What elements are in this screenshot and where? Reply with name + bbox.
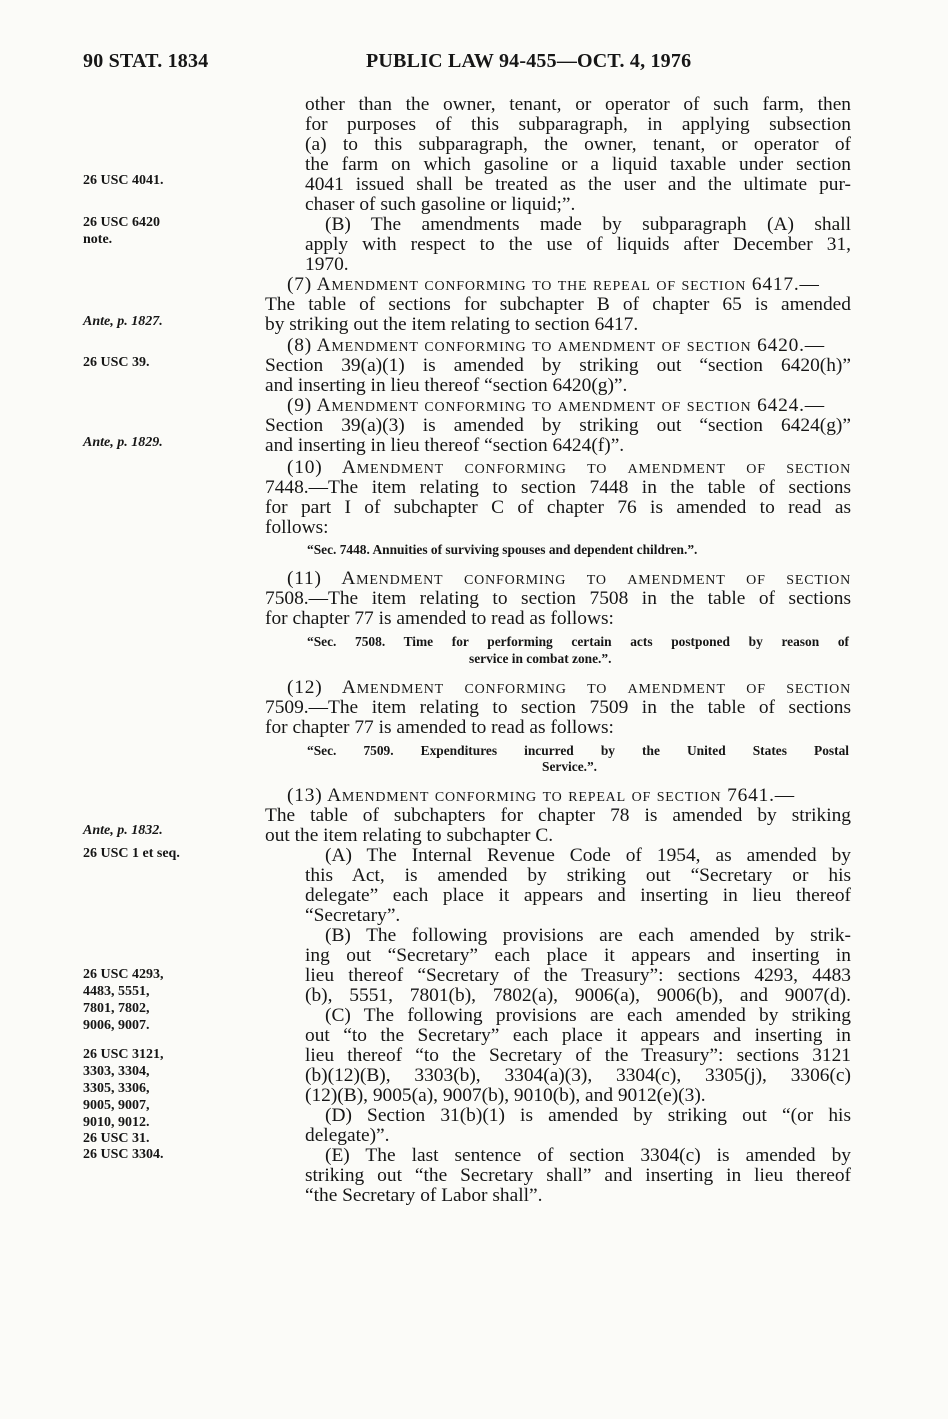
page-title: PUBLIC LAW 94-455—OCT. 4, 1976 bbox=[366, 50, 692, 72]
text-line: (a) to this subparagraph, the owner, tenant, or operator of bbox=[305, 134, 851, 155]
margin-note-text: Ante, p. 1827. bbox=[83, 314, 163, 329]
text-line: and inserting in lieu thereof “section 6424(f)”. bbox=[265, 435, 625, 456]
text-line: this Act, is amended by striking out “Secretary or his bbox=[305, 865, 851, 886]
section-heading: (8) Amendment conforming to amendment of section 6420.— bbox=[287, 335, 825, 356]
margin-note: 26 USC 4041. bbox=[83, 173, 164, 188]
text-line: 7448.—The item relating to section 7448 in the table of sections bbox=[265, 477, 851, 498]
page-number: 90 STAT. 1834 bbox=[83, 50, 209, 72]
margin-note: 26 USC 31. bbox=[83, 1131, 150, 1146]
text-line: (12)(B), 9005(a), 9007(b), 9010(b), and 9012(e)(3). bbox=[305, 1085, 706, 1106]
margin-note bbox=[83, 822, 163, 839]
margin-note: 26 USC 39. bbox=[83, 355, 150, 370]
text-line: striking out “the Secretary shall” and inserting in lieu thereof bbox=[305, 1165, 851, 1186]
section-heading: (7) Amendment conforming to the repeal of section 6417.— bbox=[287, 274, 820, 295]
margin-note: 26 USC 4293, 4483, 5551, 7801, 7802, 9006, 9007. bbox=[83, 967, 164, 1033]
text-line: (B) The amendments made by subparagraph (A) shall bbox=[325, 214, 851, 235]
text-line: The table of subchapters for chapter 78 is amended by striking bbox=[265, 805, 851, 826]
margin-note bbox=[83, 313, 163, 330]
text-line: out the item relating to subchapter C. bbox=[265, 825, 554, 846]
text-line: chaser of such gasoline or liquid;”. bbox=[305, 194, 576, 215]
margin-note-text: Ante, p. 1829. bbox=[83, 435, 163, 450]
text-line: ing out “Secretary” each place it appears and inserting in bbox=[305, 945, 851, 966]
text-line: (A) The Internal Revenue Code of 1954, as amended by bbox=[325, 845, 851, 866]
section-heading: (12) Amendment conforming to amendment of section bbox=[287, 677, 851, 698]
section-heading: (13) Amendment conforming to repeal of section 7641.— bbox=[287, 785, 795, 806]
quoted-table-entry: “Sec. 7448. Annuities of surviving spouses and dependent children.”. bbox=[307, 542, 698, 557]
text-line: The table of sections for subchapter B of chapter 65 is amended bbox=[265, 294, 851, 315]
text-line: out “to the Secretary” each place it appears and inserting in bbox=[305, 1025, 851, 1046]
margin-note: 26 USC 3121, 3303, 3304, 3305, 3306, 9005, 9007, 9010, 9012. bbox=[83, 1047, 164, 1130]
text-line: (B) The following provisions are each amended by strik- bbox=[325, 925, 851, 946]
margin-note-text: Ante, p. 1832. bbox=[83, 823, 163, 838]
quoted-table-entry: “Sec. 7509. Expenditures incurred by the United States Postal bbox=[307, 743, 849, 758]
text-line: and inserting in lieu thereof “section 6420(g)”. bbox=[265, 375, 628, 396]
section-heading: (10) Amendment conforming to amendment of section bbox=[287, 457, 851, 478]
quoted-table-entry: Service.”. bbox=[542, 759, 598, 774]
text-line: (b)(12)(B), 3303(b), 3304(a)(3), 3304(c), 3305(j), 3306(c) bbox=[305, 1065, 851, 1086]
text-line: other than the owner, tenant, or operator of such farm, then bbox=[305, 94, 851, 115]
text-line: “the Secretary of Labor shall”. bbox=[305, 1185, 543, 1206]
text-line: (C) The following provisions are each amended by striking bbox=[325, 1005, 851, 1026]
text-line: (b), 5551, 7801(b), 7802(a), 9006(a), 9006(b), and 9007(d). bbox=[305, 985, 851, 1006]
text-line: lieu thereof “Secretary of the Treasury”: sections 4293, 4483 bbox=[305, 965, 851, 986]
text-line: Section 39(a)(1) is amended by striking out “section 6420(h)” bbox=[265, 355, 851, 376]
text-line: for chapter 77 is amended to read as follows: bbox=[265, 608, 614, 629]
text-line: 7508.—The item relating to section 7508 in the table of sections bbox=[265, 588, 851, 609]
text-line: Section 39(a)(3) is amended by striking out “section 6424(g)” bbox=[265, 415, 851, 436]
quoted-table-entry: “Sec. 7508. Time for performing certain acts postponed by reason of bbox=[307, 634, 849, 649]
text-line: (D) Section 31(b)(1) is amended by striking out “(or his bbox=[325, 1105, 851, 1126]
text-line: follows: bbox=[265, 517, 329, 538]
margin-note bbox=[83, 434, 163, 451]
text-line: delegate” each place it appears and inserting in lieu thereof bbox=[305, 885, 851, 906]
text-line: 1970. bbox=[305, 254, 349, 275]
text-line: for chapter 77 is amended to read as follows: bbox=[265, 717, 614, 738]
margin-note: 26 USC 1 et seq. bbox=[83, 846, 180, 861]
text-line: for purposes of this subparagraph, in applying subsection bbox=[305, 114, 851, 135]
text-line: delegate)”. bbox=[305, 1125, 390, 1146]
text-line: “Secretary”. bbox=[305, 905, 401, 926]
text-line: by striking out the item relating to section 6417. bbox=[265, 314, 639, 335]
text-line: 4041 issued shall be treated as the user and the ultimate pur- bbox=[305, 174, 851, 195]
section-heading: (11) Amendment conforming to amendment of section bbox=[287, 568, 851, 589]
text-line: apply with respect to the use of liquids after December 31, bbox=[305, 234, 851, 255]
margin-note: 26 USC 3304. bbox=[83, 1147, 164, 1162]
section-heading: (9) Amendment conforming to amendment of section 6424.— bbox=[287, 395, 825, 416]
quoted-table-entry: service in combat zone.”. bbox=[469, 651, 612, 666]
margin-note: 26 USC 6420 note. bbox=[83, 215, 161, 247]
text-line: for part I of subchapter C of chapter 76 is amended to read as bbox=[265, 497, 851, 518]
text-line: lieu thereof “to the Secretary of the Treasury”: sections 3121 bbox=[305, 1045, 851, 1066]
text-line: the farm on which gasoline or a liquid taxable under section bbox=[305, 154, 851, 175]
text-line: 7509.—The item relating to section 7509 in the table of sections bbox=[265, 697, 851, 718]
text-line: (E) The last sentence of section 3304(c) is amended by bbox=[325, 1145, 851, 1166]
